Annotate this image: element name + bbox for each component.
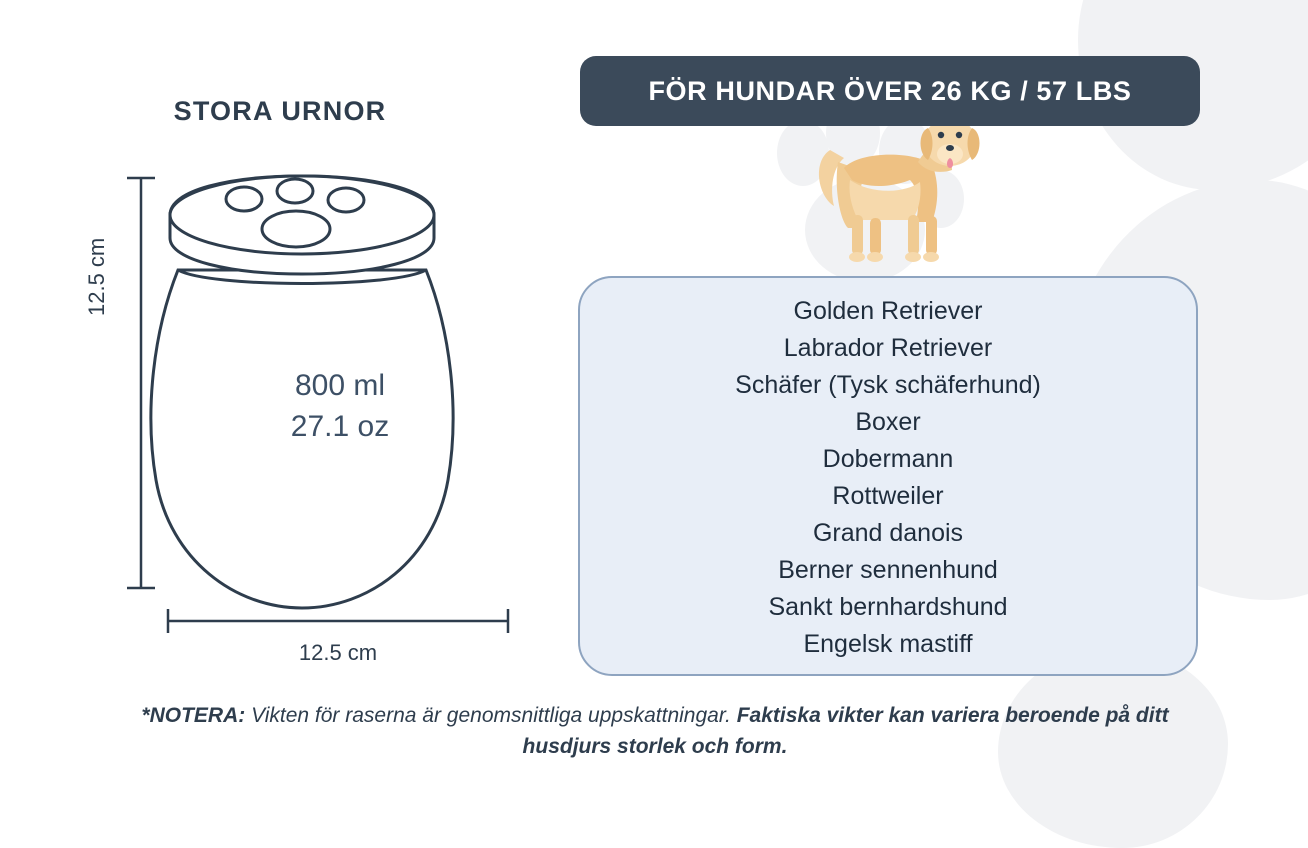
volume-ml: 800 ml: [294, 369, 386, 402]
banner-label: FÖR HUNDAR ÖVER 26 KG / 57 LBS: [648, 75, 1132, 106]
width-label: 12.5 cm: [298, 640, 378, 665]
width-dimension-line: [160, 606, 516, 636]
weight-range-banner: [580, 56, 1200, 126]
footnote-text: Vikten för raserna är genomsnittliga uppskattningar.: [245, 704, 737, 727]
urn-lid-top: [170, 176, 434, 254]
list-item: Sankt bernhardshund: [768, 593, 1008, 621]
volume-oz: 27.1 oz: [290, 410, 390, 443]
list-item: Schäfer (Tysk schäferhund): [735, 371, 1041, 399]
breed-list: [578, 276, 1198, 676]
urn-panel: [0, 0, 560, 788]
height-dimension-line: [124, 168, 158, 598]
footnote-emphasis: Faktiska vikter kan variera beroende på ditt husdjurs storlek och form.: [522, 704, 1169, 758]
urn-volume: [165, 365, 515, 447]
list-item: Golden Retriever: [793, 297, 983, 325]
footnote: [120, 700, 1190, 762]
list-item: Dobermann: [822, 445, 954, 473]
list-item: Berner sennenhund: [778, 556, 998, 584]
list-item: Labrador Retriever: [783, 334, 993, 362]
height-label: 12.5 cm: [84, 237, 109, 316]
list-item: Rottweiler: [832, 482, 944, 510]
golden-retriever-icon: [800, 110, 990, 275]
list-item: Boxer: [855, 408, 921, 436]
page-title: STORA URNOR: [173, 96, 387, 126]
list-item: Grand danois: [812, 519, 964, 547]
list-item: Engelsk mastiff: [803, 630, 973, 658]
footnote-prefix: *NOTERA:: [141, 704, 246, 727]
